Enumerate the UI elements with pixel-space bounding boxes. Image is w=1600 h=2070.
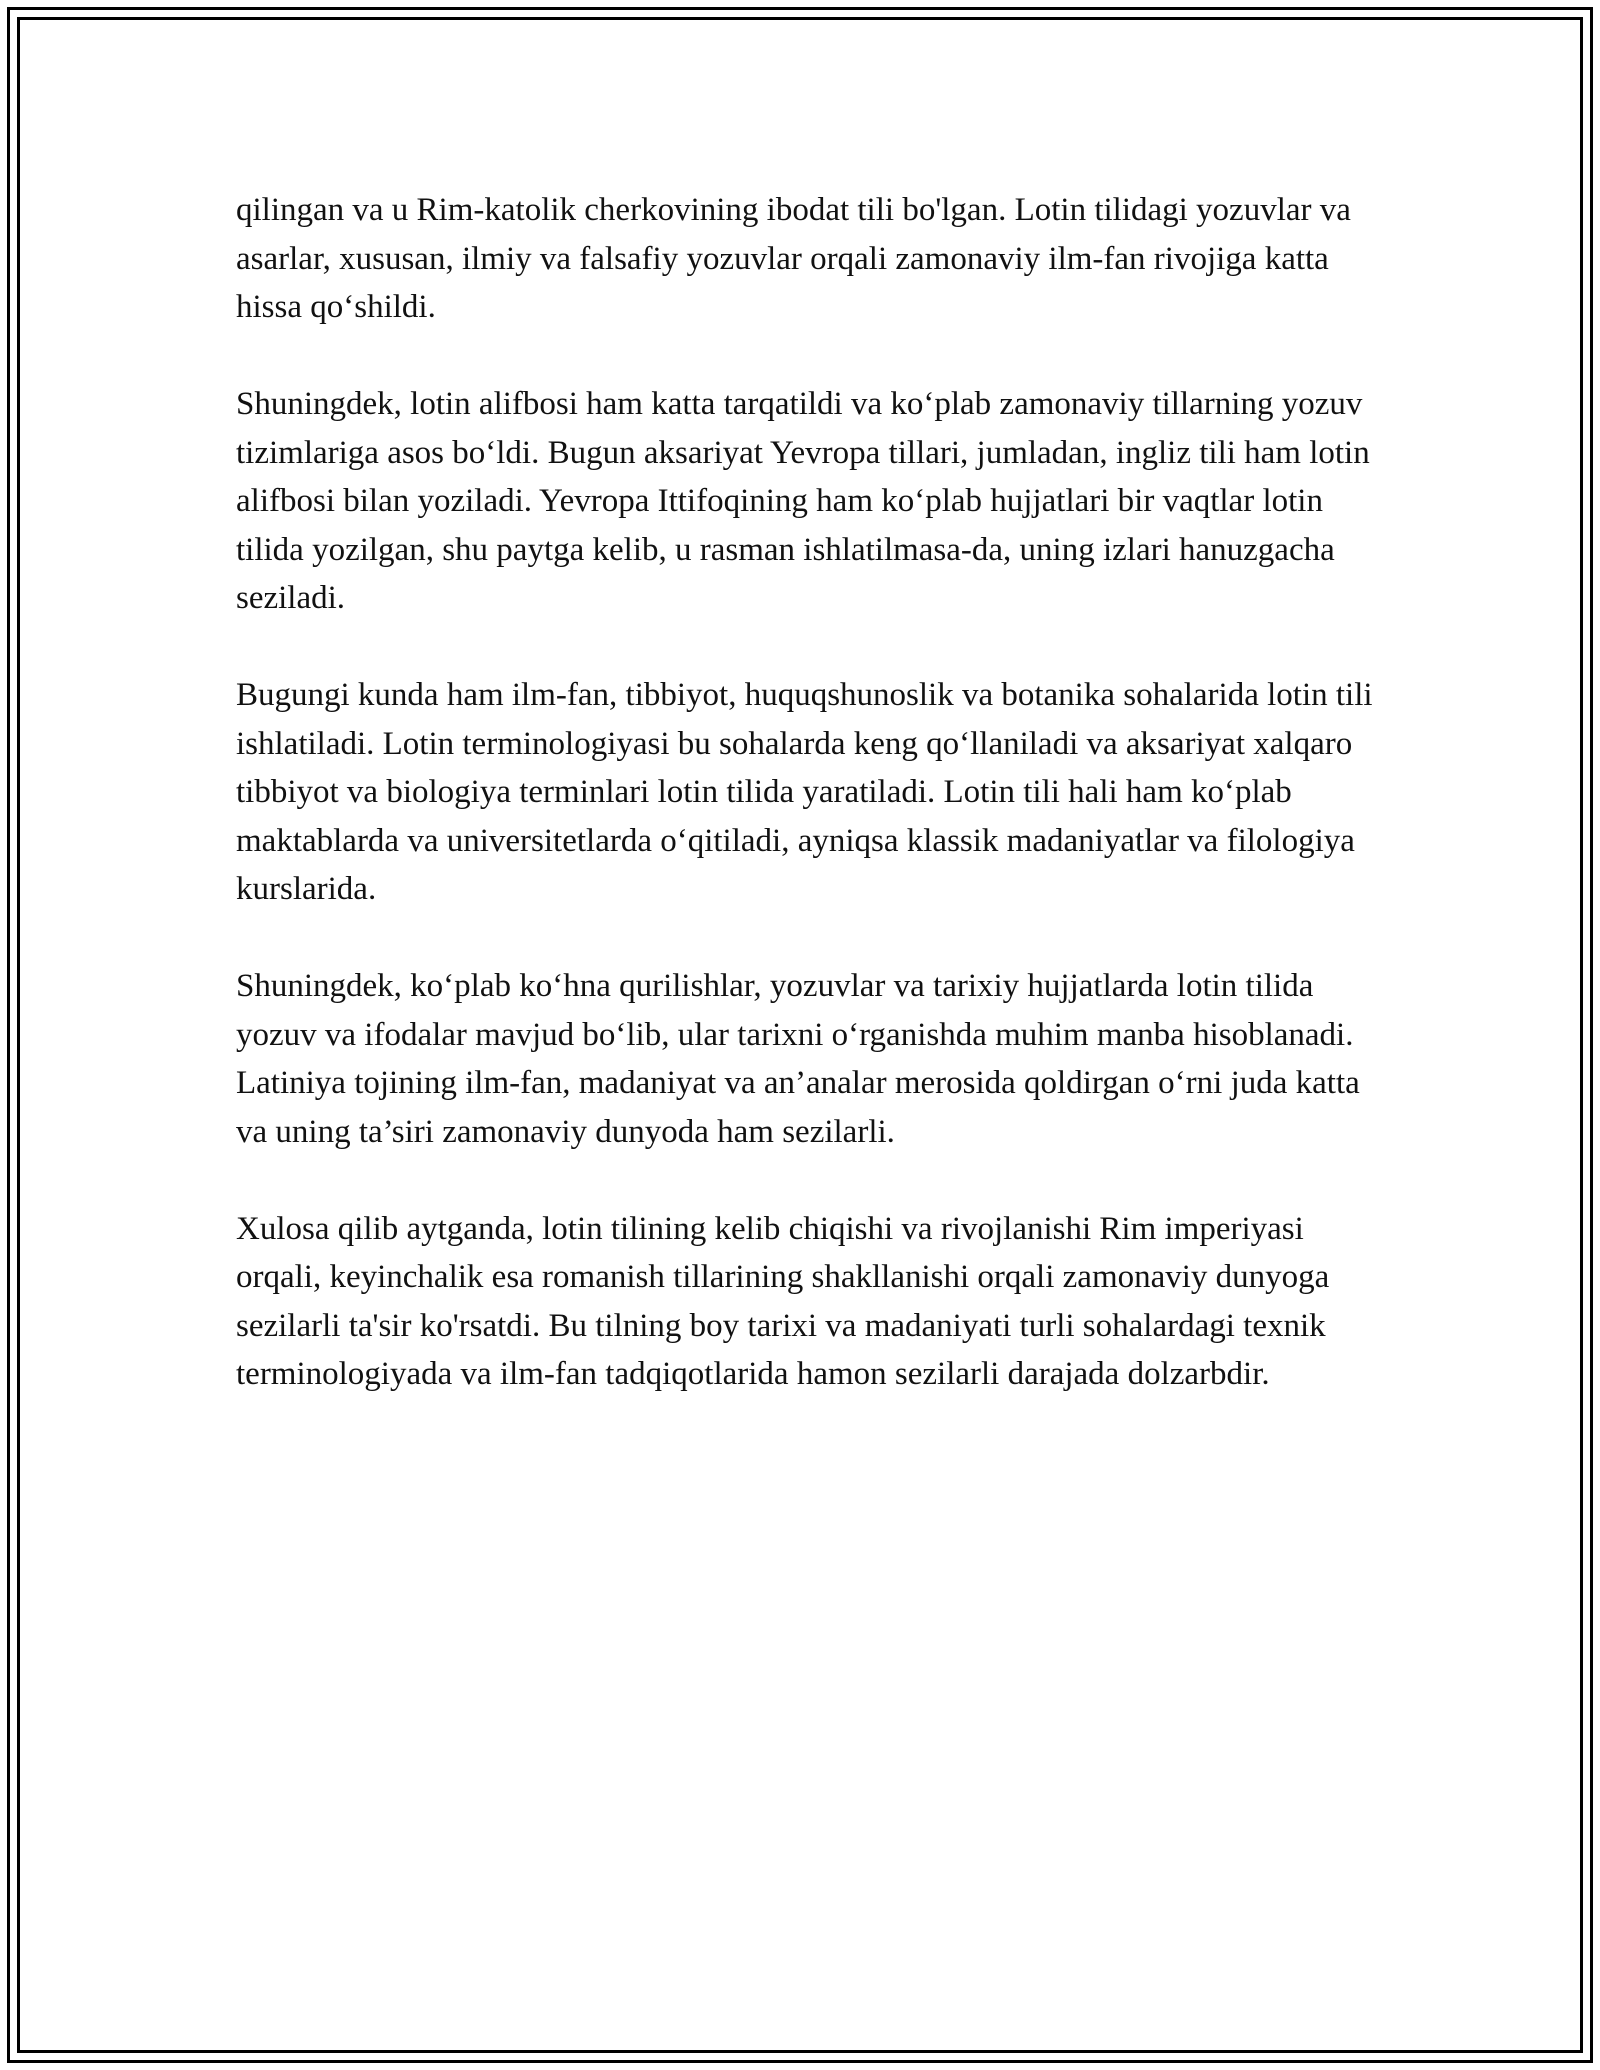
- paragraph: qilingan va u Rim-katolik cherkovining ibodat tili bo'lgan. Lotin tilidagi yozuvlar va asarlar, xususan, ilmiy va falsafiy yozuvlar orqali zamonaviy ilm-fan rivojiga katta hissa qo‘shildi.: [236, 192, 1351, 325]
- paragraph: Shuningdek, lotin alifbosi ham katta tarqatildi va ko‘plab zamonaviy tillarning yozuv tizimlariga asos bo‘ldi. Bugun aksariyat Yevropa tillari, jumladan, ingliz tili ham lotin alifbosi bilan yoziladi. Yevropa Ittifoqining ham ko‘plab hujjatlari bir vaqtlar lotin tilida yozilgan, shu paytga kelib, u rasman ishlatilmasa-da, uning izlari hanuzgacha seziladi.: [236, 386, 1370, 616]
- paragraph: Shuningdek, ko‘plab ko‘hna qurilishlar, yozuvlar va tarixiy hujjatlarda lotin tilida yozuv va ifodalar mavjud bo‘lib, ular tarixni o‘rganishda muhim manba hisoblanadi. Latiniya tojining ilm-fan, madaniyat va an’analar merosida qoldirgan o‘rni juda katta va uning ta’siri zamonaviy dunyoda ham sezilarli.: [236, 968, 1360, 1150]
- document-body: [236, 186, 1386, 1447]
- paragraph: Bugungi kunda ham ilm-fan, tibbiyot, huquqshunoslik va botanika sohalarida lotin tili ishlatiladi. Lotin terminologiyasi bu sohalarda keng qo‘llaniladi va aksariyat xalqaro tibbiyot va biologiya terminlari lotin tilida yaratiladi. Lotin tili hali ham ko‘plab maktablarda va universitetlarda o‘qitiladi, ayniqsa klassik madaniyatlar va filologiya kurslarida.: [236, 677, 1373, 907]
- paragraph: Xulosa qilib aytganda, lotin tilining kelib chiqishi va rivojlanishi Rim imperiyasi orqali, keyinchalik esa romanish tillarining shakllanishi orqali zamonaviy dunyoga sezilarli ta'sir ko'rsatdi. Bu tilning boy tarixi va madaniyati turli sohalardagi texnik terminologiyada va ilm-fan tadqiqotlarida hamon sezilarli darajada dolzarbdir.: [236, 1210, 1330, 1392]
